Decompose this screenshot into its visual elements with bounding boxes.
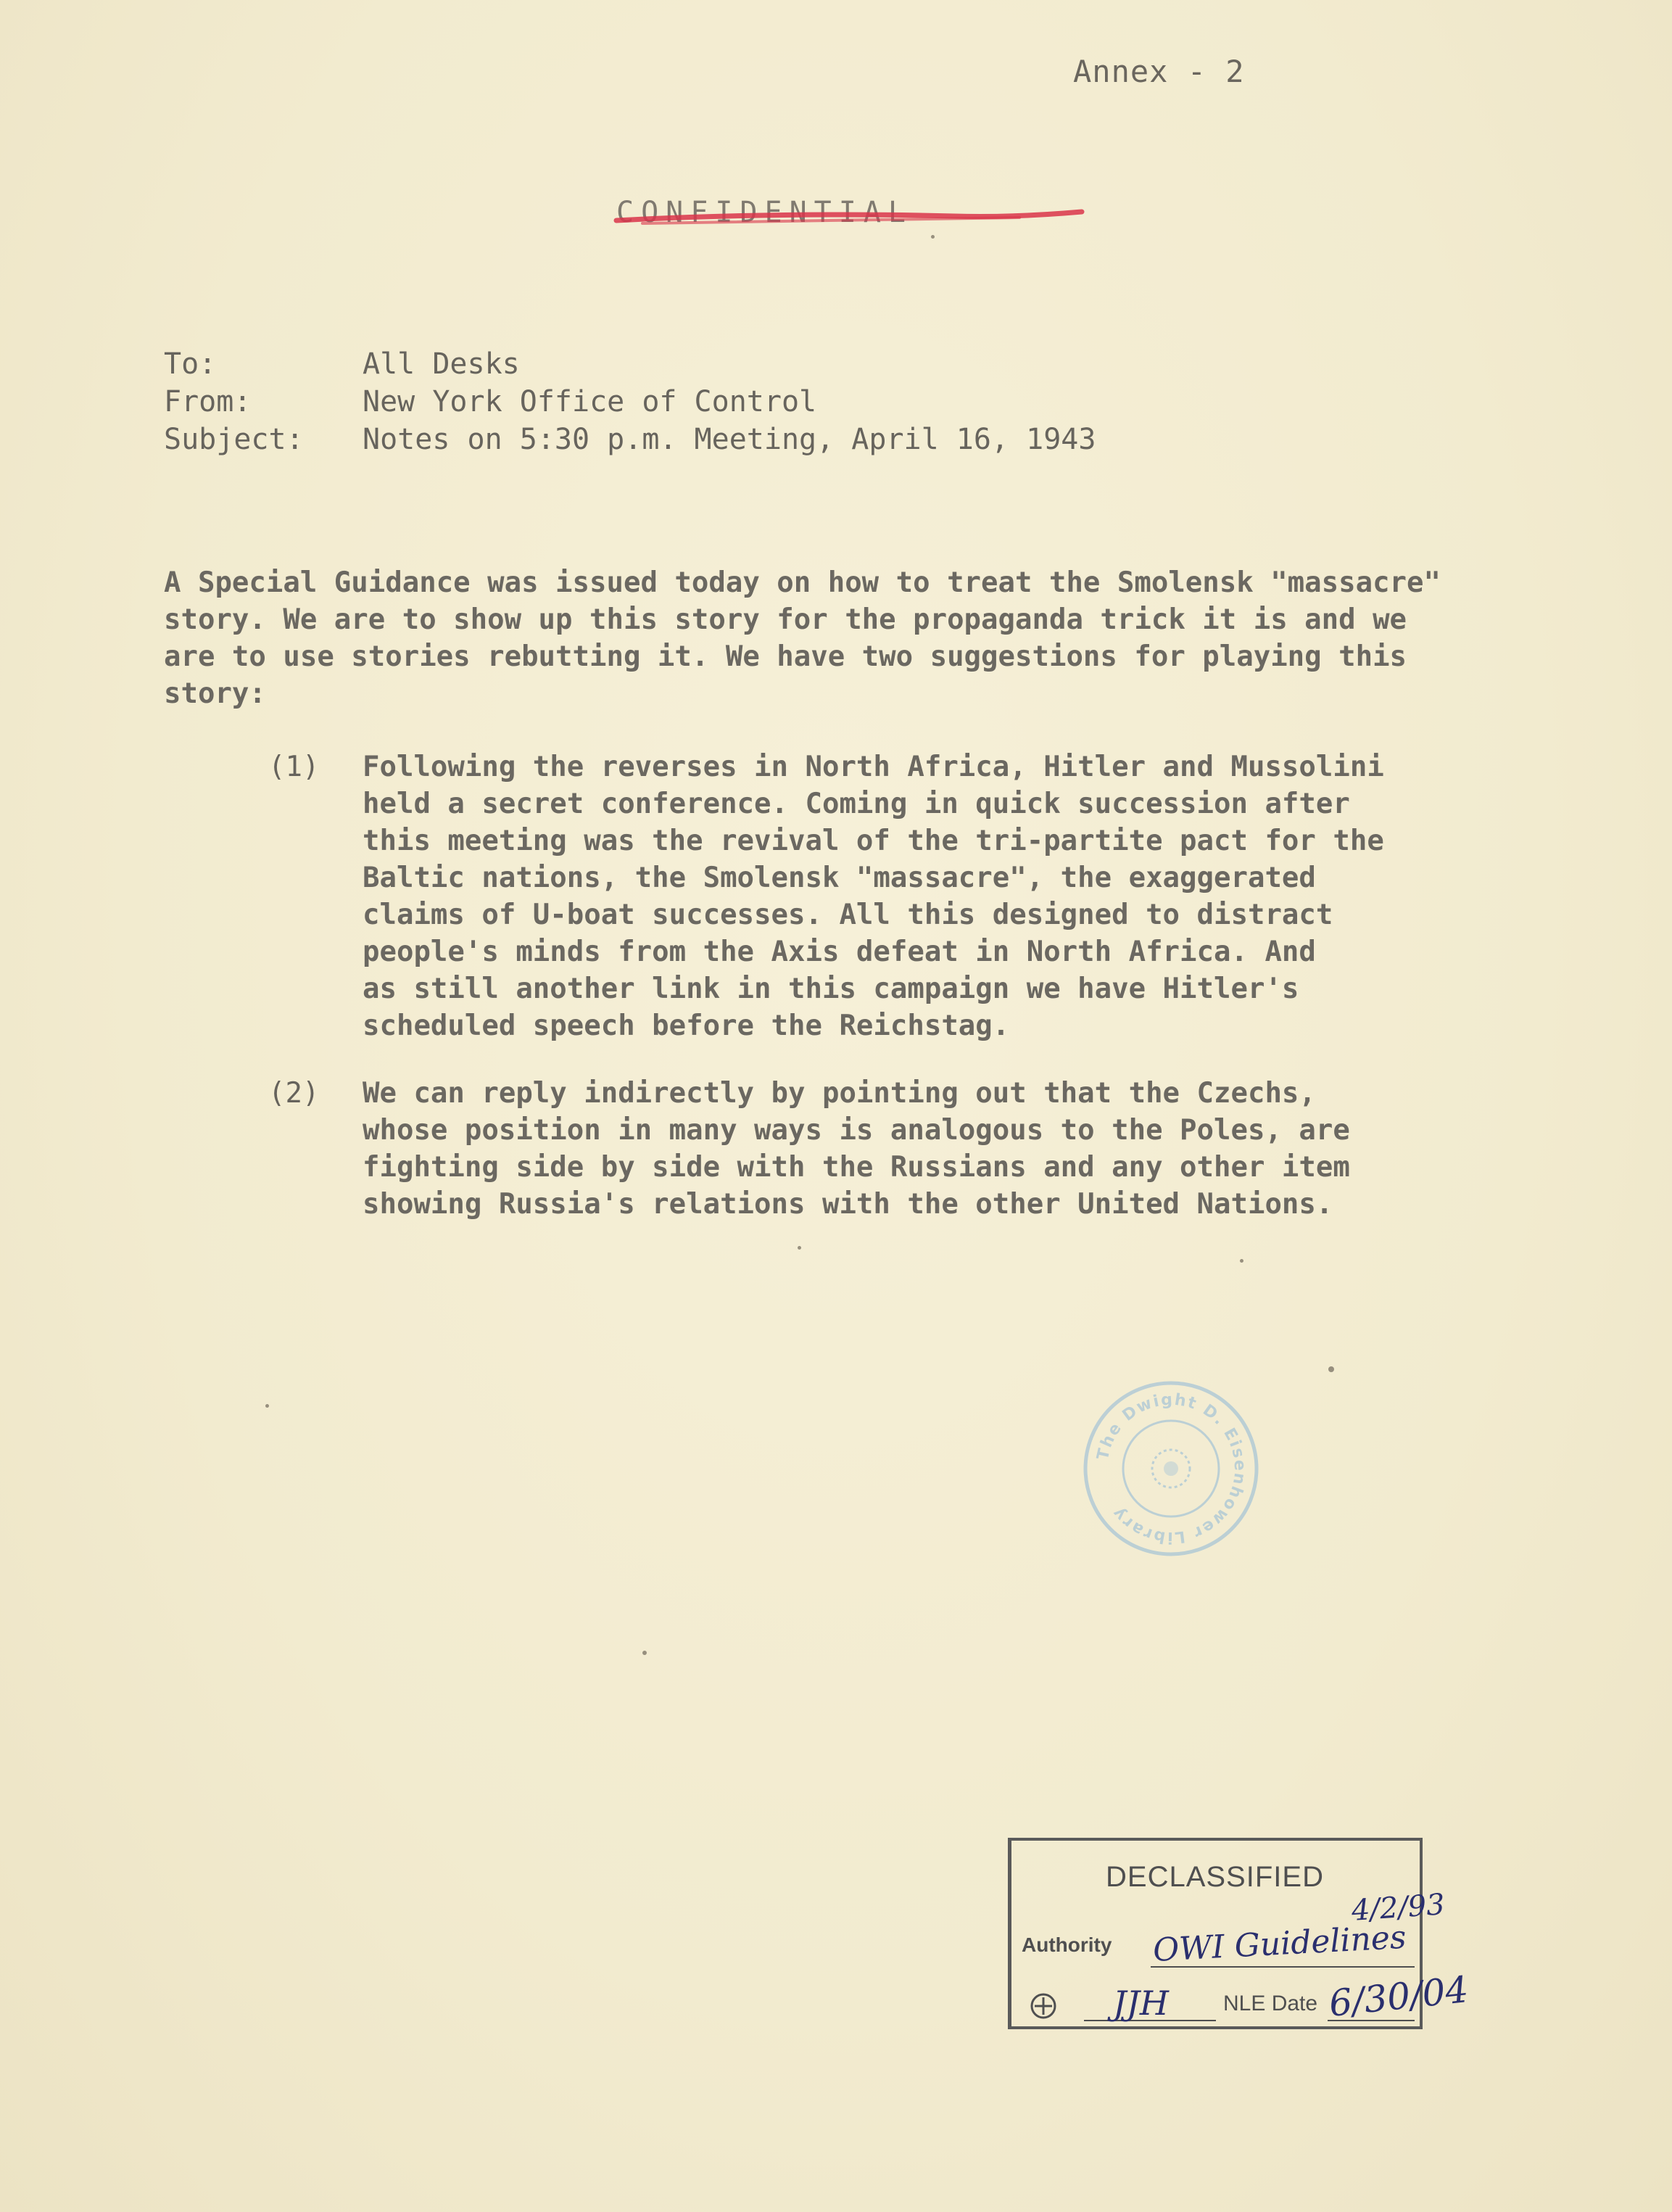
declassified-stamp xyxy=(1008,1838,1470,2029)
paper-speck xyxy=(642,1651,647,1655)
stamp-nle-label: NLE Date xyxy=(1223,1992,1318,2015)
seal-text: The Dwight D. Eisenhower Library xyxy=(1093,1390,1249,1547)
list-item-number: (2) xyxy=(268,1077,320,1110)
list-item-text: Following the reverses in North Africa, Hitler and Mussolini held a secret conference. Coming in quick succession after this meeting was the revival of the tri-partite pact for the Baltic nations, the Smolensk "massacre", the exaggerated claims of U-boat successes. All this designed to distract people's minds from the Axis defeat in North Africa. And as still another link in this campaign we have Hitler's scheduled speech before the Reichstag. xyxy=(363,751,1384,1042)
from-value: New York Office of Control xyxy=(363,385,817,418)
header-from-row xyxy=(164,383,1096,421)
subject-value: Notes on 5:30 p.m. Meeting, April 16, 1943 xyxy=(363,423,1096,456)
list-item xyxy=(268,748,1501,1044)
to-value: All Desks xyxy=(363,347,520,381)
stamp-nle-value: 6/30/04 xyxy=(1327,1968,1470,2025)
intro-paragraph: A Special Guidance was issued today on how to treat the Smolensk "massacre" story. We are to show up this story for the propaganda trick it is and we are to use stories rebutting it. We have two suggestions for playing this story: xyxy=(164,566,1441,710)
stamp-date-top: 4/2/93 xyxy=(1350,1888,1447,1928)
paper-speck xyxy=(931,235,935,239)
paper-speck xyxy=(1240,1259,1243,1263)
classification-marking: CONFIDENTIAL xyxy=(616,196,913,229)
memo-header xyxy=(164,345,1096,458)
library-seal xyxy=(1080,1378,1262,1559)
annex-label: Annex - 2 xyxy=(1073,54,1245,89)
stamp-handwriting xyxy=(1011,1841,1505,2058)
header-subject-row xyxy=(164,421,1096,458)
stamp-title: DECLASSIFIED xyxy=(1106,1861,1324,1893)
paper-speck xyxy=(265,1404,269,1408)
list-item-number: (1) xyxy=(268,751,320,783)
subject-label: Subject: xyxy=(164,423,304,456)
stamp-emblem-icon xyxy=(1032,1994,1055,2018)
to-label: To: xyxy=(164,347,217,381)
stamp-initials: JJH xyxy=(1113,1984,1169,2023)
from-label: From: xyxy=(164,385,252,418)
paper-speck xyxy=(798,1246,801,1250)
paper-speck xyxy=(1328,1366,1334,1372)
classification-strikethrough xyxy=(613,199,1085,242)
header-to-row xyxy=(164,345,1096,383)
list-item xyxy=(268,1075,1501,1223)
stamp-authority-value: OWI Guidelines xyxy=(1151,1918,1407,1969)
stamp-authority-label: Authority xyxy=(1022,1934,1112,1956)
list-item-text: We can reply indirectly by pointing out that the Czechs, whose position in many ways is analogous to the Poles, are fighting side by side with the Russians and any other item showing Russia's relations with the other United Nations. xyxy=(363,1077,1350,1221)
